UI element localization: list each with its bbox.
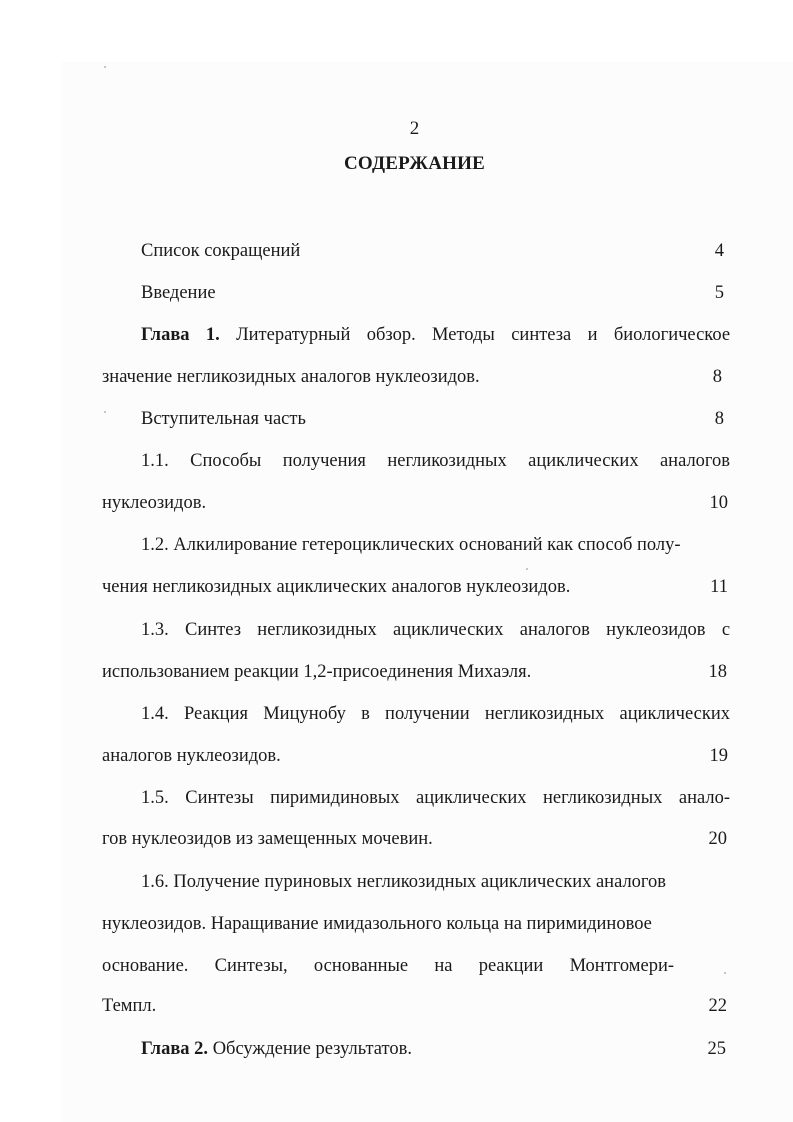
toc-section-word: ациклических (392, 620, 504, 640)
toc-chapter1-line2: значение негликозидных аналогов нуклеозидов. (102, 367, 480, 387)
toc-section-1-5-line2: гов нуклеозидов из замещенных мочевин. (102, 829, 433, 849)
toc-intro-page: 5 (714, 283, 724, 303)
toc-section-word: ациклических (416, 788, 527, 808)
toc-section-word: нуклеозидов (606, 620, 706, 640)
toc-section-1-3-line1 (141, 621, 730, 640)
toc-section-1-1-line2: нуклеозидов. (102, 493, 207, 513)
toc-section-1-3-page: 18 (708, 662, 727, 682)
toc-section-word: аналогов (659, 451, 731, 471)
toc-section-1-6-line4: Темпл. (102, 996, 157, 1016)
toc-section-word: получении (385, 704, 470, 724)
toc-chapter1-word: синтеза (511, 325, 572, 345)
toc-chapter2-text: Обсуждение результатов. (208, 1039, 412, 1059)
toc-section-word: в (361, 704, 370, 724)
toc-section-word: 1.5. (141, 788, 169, 808)
toc-section-1-5-line1 (141, 789, 730, 808)
toc-section-word: негликозидных (387, 451, 507, 471)
toc-section-1-6-line1: 1.6. Получение пуриновых негликозидных ациклических аналогов (141, 872, 667, 892)
toc-chapter1-word: биологическое (613, 325, 731, 345)
toc-section-1-2-line1: 1.2. Алкилирование гетероциклических оснований как способ полу- (141, 535, 681, 555)
toc-chapter2 (141, 1040, 412, 1059)
toc-section-word: Реакция (183, 704, 248, 724)
scan-speck (526, 568, 528, 570)
toc-section-1-6-page: 22 (708, 996, 727, 1016)
toc-section-word: основанные (313, 956, 409, 976)
toc-abbrev-label: Список сокращений (141, 241, 301, 261)
scan-speck (104, 66, 106, 68)
page-title: СОДЕРЖАНИЕ (344, 153, 485, 174)
toc-section-1-6-line3 (102, 957, 674, 976)
scan-speck (104, 411, 106, 413)
toc-intro-part-label: Вступительная часть (141, 409, 306, 429)
toc-section-1-2-line2: чения негликозидных ациклических аналогов нуклеозидов. (102, 577, 571, 597)
toc-section-1-5-page: 20 (708, 829, 727, 849)
toc-section-word: на (434, 956, 453, 976)
toc-chapter1-word: Литературный (236, 325, 351, 345)
toc-section-1-4-page: 19 (709, 746, 728, 766)
toc-section-word: 1.3. (141, 620, 169, 640)
toc-chapter1-word: и (587, 325, 598, 345)
toc-section-word: негликозидных (484, 704, 605, 724)
toc-section-1-4-line1 (141, 705, 730, 724)
toc-section-word: реакции (478, 956, 544, 976)
toc-section-word: Синтезы, (214, 956, 288, 976)
toc-intro-label: Введение (141, 283, 216, 303)
toc-section-word: негликозидных (257, 620, 377, 640)
toc-section-word: Синтез (185, 620, 242, 640)
toc-section-word: Мицунобу (263, 704, 346, 724)
scan-speck (724, 972, 726, 974)
toc-section-1-4-line2: аналогов нуклеозидов. (102, 746, 281, 766)
toc-chapter1-number: Глава 1. (141, 325, 220, 345)
toc-section-word: негликозидных (543, 788, 663, 808)
toc-chapter1-line1 (141, 326, 730, 345)
toc-section-word: 1.1. Способы получения (141, 451, 366, 471)
toc-intro-part-page: 8 (714, 409, 724, 429)
toc-section-1-3-line2: использованием реакции 1,2-присоединения Михаэля. (102, 662, 532, 682)
toc-chapter2-page: 25 (707, 1039, 726, 1059)
toc-abbrev-page: 4 (714, 241, 724, 261)
toc-section-1-1-page: 10 (709, 493, 728, 513)
toc-chapter2-number: Глава 2. (141, 1039, 209, 1059)
toc-section-word: аналогов (519, 620, 590, 640)
page-number: 2 (409, 118, 420, 139)
toc-section-word: с (721, 620, 731, 640)
toc-section-word: Монтгомери- (569, 956, 675, 976)
toc-chapter1-word: обзор. (366, 325, 416, 345)
toc-section-word: 1.4. (141, 704, 169, 724)
toc-section-word: анало- (678, 788, 731, 808)
toc-section-word: ациклических (528, 451, 639, 471)
toc-section-1-6-line2: нуклеозидов. Наращивание имидазольного кольца на пиримидиновое (102, 914, 652, 934)
toc-section-1-2-page: 11 (710, 577, 728, 597)
toc-chapter1-page: 8 (712, 367, 722, 387)
toc-section-word: основание. (102, 956, 189, 976)
toc-section-word: Синтезы (185, 788, 254, 808)
toc-section-word: пиримидиновых (270, 788, 400, 808)
toc-section-word: ациклических (619, 704, 730, 724)
toc-section-1-1-line1 (141, 452, 730, 471)
toc-chapter1-word: Методы (432, 325, 495, 345)
